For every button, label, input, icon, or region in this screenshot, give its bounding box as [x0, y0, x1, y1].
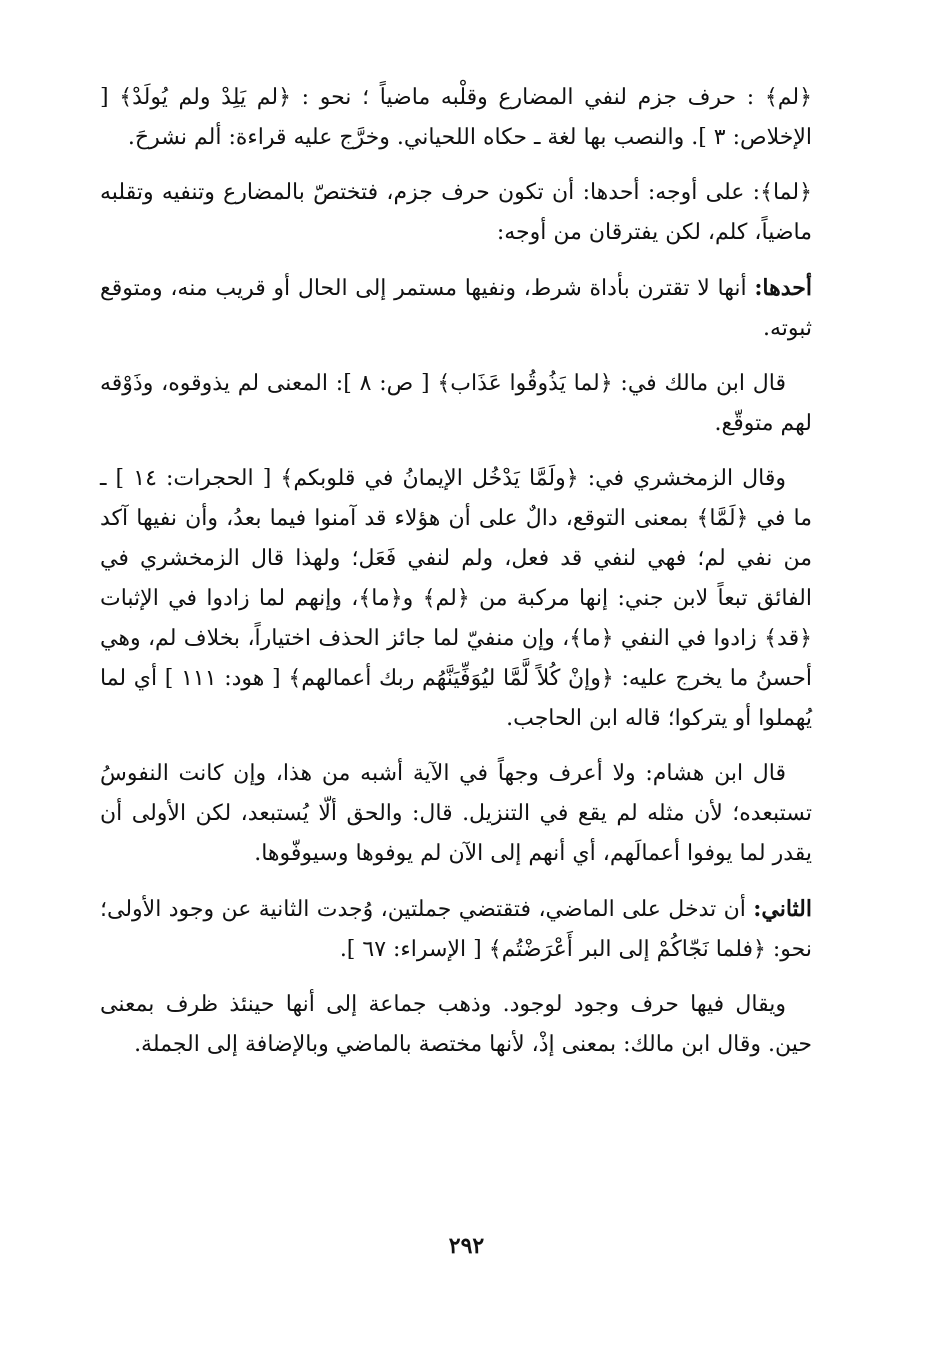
page-number: ٢٩٢ [448, 1233, 485, 1259]
paragraph-text: ويقال فيها حرف وجود لوجود. وذهب جماعة إلى أنها حينئذ ظرف بمعنى حين. وقال ابن مالك: بمعنى إذْ، لأنها مختصة بالماضي وبالإضافة إلى الجملة. [100, 992, 812, 1057]
paragraph-text: أنها لا تقترن بأداة شرط، ونفيها مستمر إلى الحال أو قريب منه، ومتوقع ثبوته. [100, 276, 812, 341]
paragraph-second-use [100, 889, 812, 970]
paragraph-text: وقال الزمخشري في: ﴿ولَمَّا يَدْخُل الإيمانُ في قلوبكم﴾ [ الحجرات: ١٤ ] ـ ما في ﴿لَمَّا﴾ بمعنى التوقع، دالٌ على أن هؤلاء قد آمنوا فيما بعدُ، وأن نفيها آكد من نفي لم؛ فهي لنفي قد فعل، ولم لنفي فَعَل؛ ولهذا قال الزمخشري في الفائق تبعاً لابن جني: إنها مركبة من ﴿لم﴾ و﴿ما﴾، وإنهم لما زادوا في الإثبات ﴿قد﴾ زادوا في النفي ﴿ما﴾، وإن منفيّ لما جائز الحذف اختياراً، بخلاف لم، وهي أحسنُ ما يخرج عليه: ﴿وإنْ كُلاً لَّمَّا ليُوَفِّيَنَّهُم ربك أعمالهم﴾ [ هود: ١١١ ] أي لما يُهملوا أو يتركوا؛ قاله ابن الحاجب. [100, 466, 812, 731]
paragraph-text: قال ابن مالك في: ﴿لما يَذُوقُوا عَذَاب﴾ [ ص: ٨ ]: المعنى لم يذوقوه، وذَوْقه لهم متوقّع. [100, 371, 812, 436]
page-body [100, 78, 812, 1080]
paragraph-text: قال ابن هشام: ولا أعرف وجهاً في الآية أشبه من هذا، وإن كانت النفوسُ تستبعده؛ لأن مثله لم يقع في التنزيل. قال: والحق ألّا يُستبعد، لكن الأولى أن يقدر لما يوفوا أعمالَهم، أي أنهم إلى الآن لم يوفوها وسيوفّوها. [100, 761, 812, 866]
paragraph-ibn-hisham [100, 754, 812, 874]
paragraph-text: ﴿لم﴾ : حرف جزم لنفي المضارع وقلْبه ماضياً ؛ نحو : ﴿لم يَلِدْ ولم يُولَدْ﴾ [ الإخلاص: ٣ ]. والنصب بها لغة ـ حكاه اللحياني. وخرَّج عليه قراءة: ألم نشرحَ. [100, 85, 812, 150]
paragraph-first-difference [100, 268, 812, 349]
paragraph-lead: أحدها: [754, 275, 812, 301]
paragraph-zamakhshari [100, 459, 812, 739]
paragraph-ibn-malik [100, 364, 812, 444]
paragraph-text: أن تدخل على الماضي، فتقتضي جملتين، وُجدت الثانية عن وجود الأولى؛ نحو: ﴿فلما نَجّاكُمْ إلى البر أَعْرَضْتُم﴾ [ الإسراء: ٦٧ ]. [100, 897, 812, 962]
paragraph-lam [100, 78, 812, 158]
paragraph-lead: الثاني: [753, 896, 812, 922]
paragraph-existence [100, 985, 812, 1065]
paragraph-text: ﴿لما﴾: على أوجه: أحدها: أن تكون حرف جزم، فتختصّ بالمضارع وتنفيه وتقلبه ماضياً، كلم، لكن يفترقان من أوجه: [100, 180, 812, 245]
paragraph-lamma [100, 173, 812, 253]
